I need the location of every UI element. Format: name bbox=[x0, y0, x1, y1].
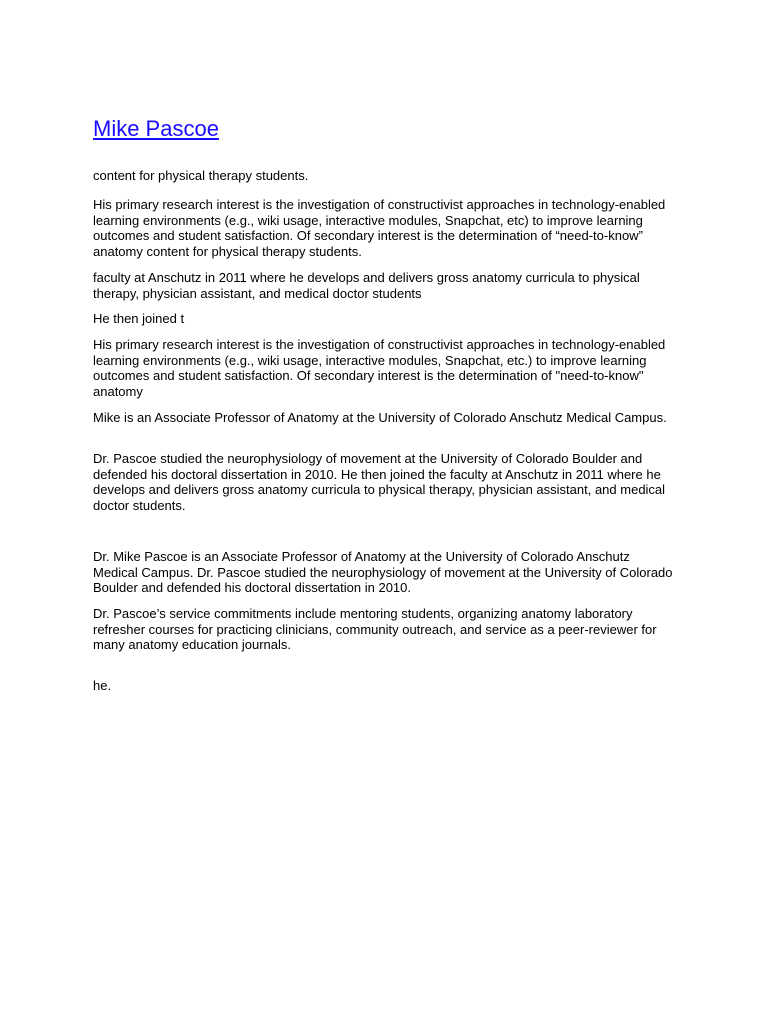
paragraph-3: faculty at Anschutz in 2011 where he develops and delivers gross anatomy curricula to physical therapy, physician assistant, and medical doctor students bbox=[93, 270, 640, 301]
paragraph-8: Dr. Mike Pascoe is an Associate Professor of Anatomy at the University of Colorado Anschutz Medical Campus. Dr. Pascoe studied the neurophysiology of movement at the University of Colorado Boulder and defended his doctoral dissertation in 2010. bbox=[93, 549, 673, 595]
paragraph-6: Mike is an Associate Professor of Anatomy at the University of Colorado Anschutz Medical Campus. bbox=[93, 410, 667, 425]
paragraph-5: His primary research interest is the investigation of constructivist approaches in technology-enabled learning environments (e.g., wiki usage, interactive modules, Snapchat, etc.) to improve learning outcomes and student satisfaction. Of secondary interest is the determination of "need-to-know" anatomy bbox=[93, 337, 666, 399]
paragraph-1: content for physical therapy students. bbox=[93, 168, 309, 183]
paragraph-2: His primary research interest is the investigation of constructivist approaches in technology-enabled learning environments (e.g., wiki usage, interactive modules, Snapchat, etc) to improve learning outcomes and student satisfaction. Of secondary interest is the determination of “need-to-know” anatomy content for physical therapy students. bbox=[93, 197, 666, 259]
page-title-link[interactable]: Mike Pascoe bbox=[93, 116, 219, 141]
paragraph-4: He then joined t bbox=[93, 311, 185, 326]
paragraph-7: Dr. Pascoe studied the neurophysiology of movement at the University of Colorado Boulder and defended his doctoral dissertation in 2010. He then joined the faculty at Anschutz in 2011 where he develops and delivers gross anatomy curricula to physical therapy, physician assistant, and medical doctor students. bbox=[93, 451, 666, 513]
paragraph-9: Dr. Pascoe’s service commitments include mentoring students, organizing anatomy laboratory refresher courses for practicing clinicians, community outreach, and service as a peer-reviewer for many anatomy education journals. bbox=[93, 606, 657, 652]
paragraph-10: he. bbox=[93, 678, 112, 693]
